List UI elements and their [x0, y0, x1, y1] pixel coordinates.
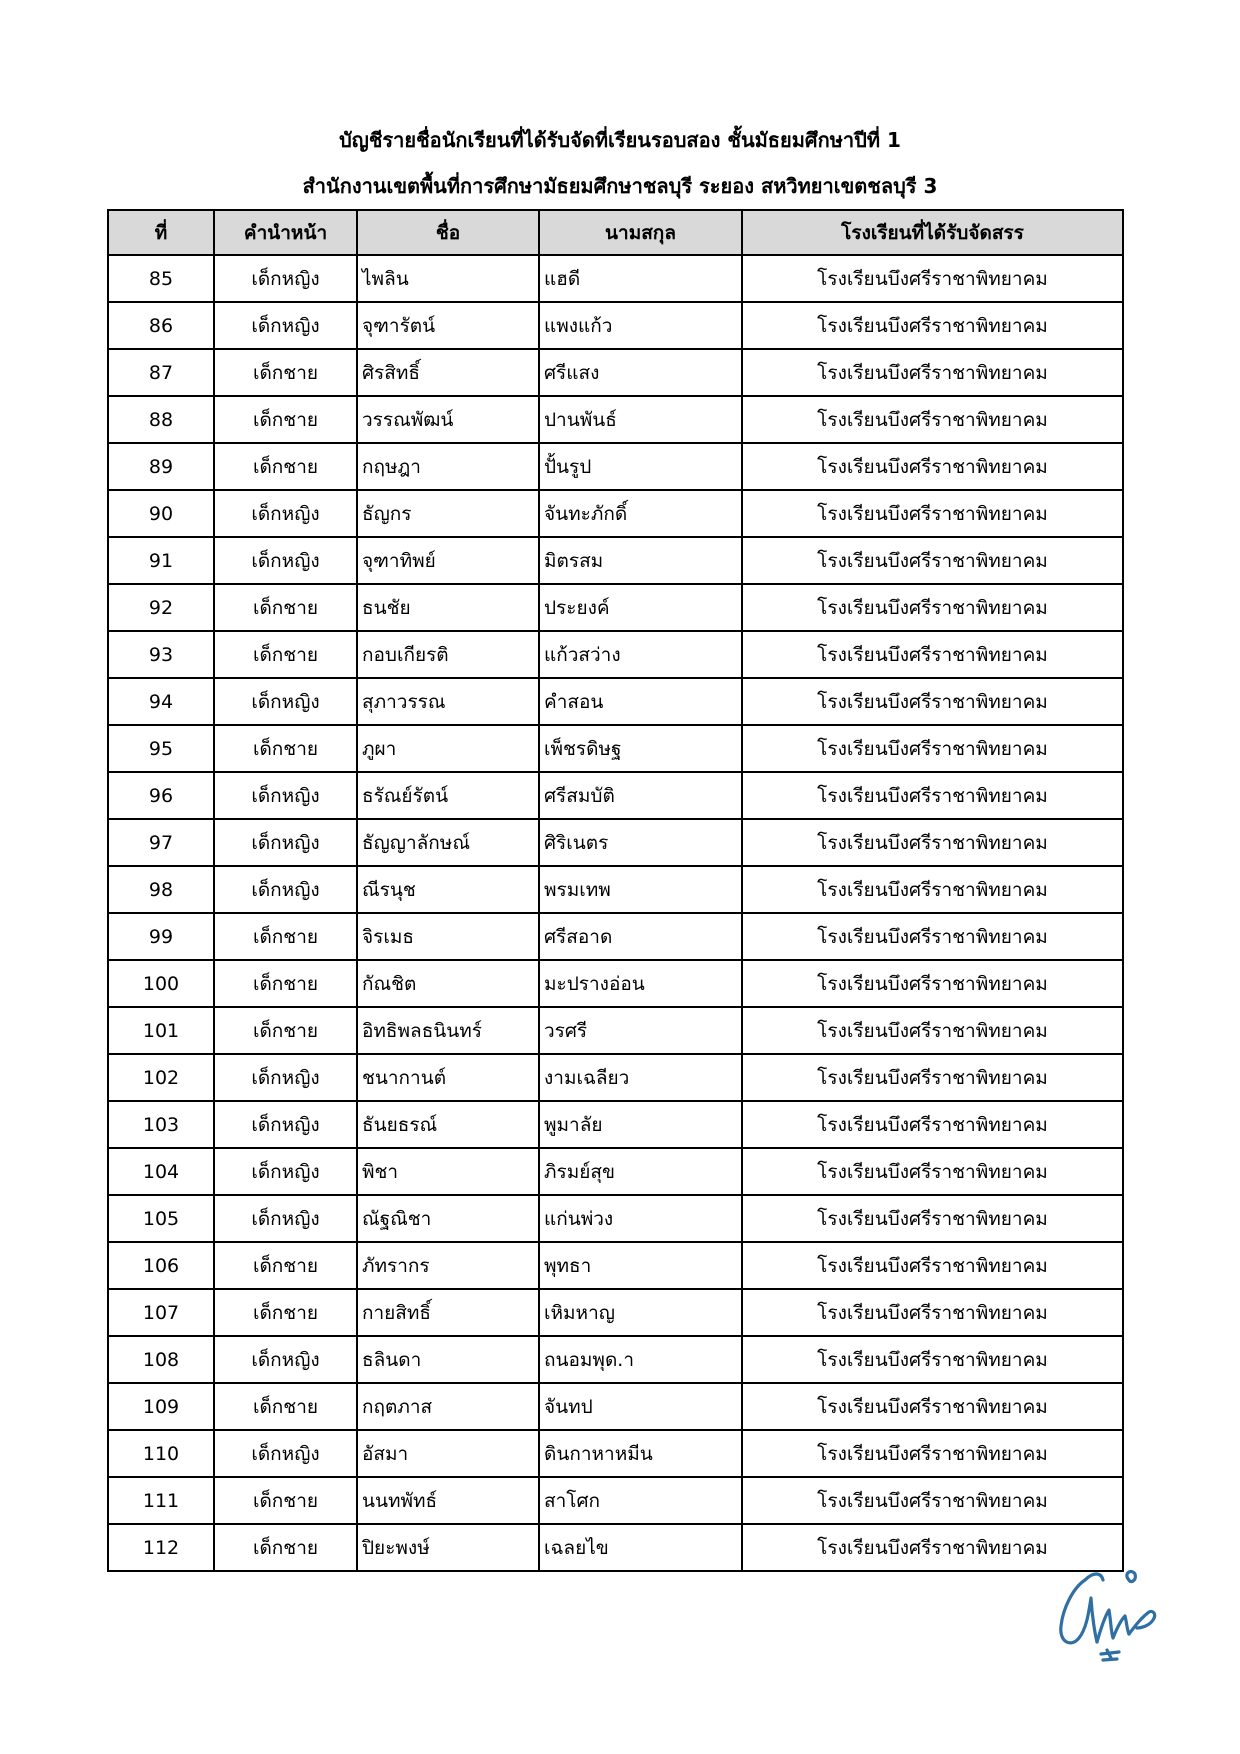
cell-prefix: เด็กหญิง [214, 772, 357, 819]
cell-first-name: วรรณพัฒน์ [357, 396, 539, 443]
table-row [108, 349, 1123, 396]
cell-last-name: คำสอน [539, 678, 742, 725]
cell-no: 110 [108, 1430, 214, 1477]
cell-school: โรงเรียนบึงศรีราชาพิทยาคม [742, 1430, 1123, 1477]
cell-school: โรงเรียนบึงศรีราชาพิทยาคม [742, 678, 1123, 725]
cell-school: โรงเรียนบึงศรีราชาพิทยาคม [742, 725, 1123, 772]
cell-school: โรงเรียนบึงศรีราชาพิทยาคม [742, 1195, 1123, 1242]
cell-last-name: วรศรี [539, 1007, 742, 1054]
cell-last-name: จันทป [539, 1383, 742, 1430]
table-row [108, 1242, 1123, 1289]
cell-first-name: จุฑารัตน์ [357, 302, 539, 349]
cell-first-name: กัณชิต [357, 960, 539, 1007]
cell-prefix: เด็กหญิง [214, 1101, 357, 1148]
table-header-row [108, 210, 1123, 255]
cell-school: โรงเรียนบึงศรีราชาพิทยาคม [742, 1007, 1123, 1054]
cell-no: 104 [108, 1148, 214, 1195]
table-body [108, 255, 1123, 1571]
cell-no: 111 [108, 1477, 214, 1524]
table-row [108, 866, 1123, 913]
cell-no: 90 [108, 490, 214, 537]
cell-no: 95 [108, 725, 214, 772]
cell-school: โรงเรียนบึงศรีราชาพิทยาคม [742, 396, 1123, 443]
cell-first-name: กฤตภาส [357, 1383, 539, 1430]
cell-school: โรงเรียนบึงศรีราชาพิทยาคม [742, 302, 1123, 349]
cell-last-name: ศรีสมบัติ [539, 772, 742, 819]
cell-school: โรงเรียนบึงศรีราชาพิทยาคม [742, 1524, 1123, 1571]
cell-first-name: อัสมา [357, 1430, 539, 1477]
cell-school: โรงเรียนบึงศรีราชาพิทยาคม [742, 1054, 1123, 1101]
cell-prefix: เด็กชาย [214, 1289, 357, 1336]
cell-no: 100 [108, 960, 214, 1007]
cell-first-name: กายสิทธิ์ [357, 1289, 539, 1336]
cell-school: โรงเรียนบึงศรีราชาพิทยาคม [742, 1336, 1123, 1383]
cell-prefix: เด็กหญิง [214, 537, 357, 584]
table-row [108, 913, 1123, 960]
cell-last-name: เหิมหาญ [539, 1289, 742, 1336]
table-row [108, 1524, 1123, 1571]
cell-prefix: เด็กชาย [214, 725, 357, 772]
cell-no: 102 [108, 1054, 214, 1101]
cell-last-name: มะปรางอ่อน [539, 960, 742, 1007]
table-row [108, 443, 1123, 490]
cell-last-name: ประยงค์ [539, 584, 742, 631]
cell-prefix: เด็กหญิง [214, 302, 357, 349]
header-first-name: ชื่อ [357, 210, 539, 255]
cell-first-name: พิชา [357, 1148, 539, 1195]
cell-first-name: ณัฐณิชา [357, 1195, 539, 1242]
cell-prefix: เด็กชาย [214, 960, 357, 1007]
table-row [108, 1289, 1123, 1336]
cell-school: โรงเรียนบึงศรีราชาพิทยาคม [742, 1477, 1123, 1524]
table-row [108, 1101, 1123, 1148]
cell-no: 98 [108, 866, 214, 913]
cell-no: 96 [108, 772, 214, 819]
cell-prefix: เด็กหญิง [214, 1054, 357, 1101]
cell-last-name: ศรีแสง [539, 349, 742, 396]
cell-first-name: ธัญญาลักษณ์ [357, 819, 539, 866]
document-subtitle: สำนักงานเขตพื้นที่การศึกษามัธยมศึกษาชลบุรี ระยอง สหวิทยาเขตชลบุรี 3 [302, 174, 938, 198]
cell-first-name: สุภาวรรณ [357, 678, 539, 725]
header-no: ที่ [108, 210, 214, 255]
table-row [108, 490, 1123, 537]
cell-prefix: เด็กหญิง [214, 1336, 357, 1383]
cell-no: 105 [108, 1195, 214, 1242]
cell-prefix: เด็กชาย [214, 443, 357, 490]
cell-prefix: เด็กชาย [214, 584, 357, 631]
table-row [108, 302, 1123, 349]
cell-last-name: งามเฉลียว [539, 1054, 742, 1101]
cell-prefix: เด็กหญิง [214, 1148, 357, 1195]
cell-school: โรงเรียนบึงศรีราชาพิทยาคม [742, 772, 1123, 819]
cell-first-name: จุฑาทิพย์ [357, 537, 539, 584]
table-row [108, 396, 1123, 443]
cell-prefix: เด็กชาย [214, 1007, 357, 1054]
cell-prefix: เด็กชาย [214, 1477, 357, 1524]
cell-prefix: เด็กหญิง [214, 819, 357, 866]
cell-first-name: ภูผา [357, 725, 539, 772]
cell-no: 88 [108, 396, 214, 443]
cell-prefix: เด็กหญิง [214, 1430, 357, 1477]
cell-prefix: เด็กชาย [214, 631, 357, 678]
cell-school: โรงเรียนบึงศรีราชาพิทยาคม [742, 490, 1123, 537]
cell-first-name: กอบเกียรติ [357, 631, 539, 678]
table-row [108, 1430, 1123, 1477]
cell-school: โรงเรียนบึงศรีราชาพิทยาคม [742, 1242, 1123, 1289]
cell-no: 91 [108, 537, 214, 584]
table-row [108, 631, 1123, 678]
cell-first-name: ธรัณย์รัตน์ [357, 772, 539, 819]
cell-last-name: ถนอมพุด.า [539, 1336, 742, 1383]
cell-no: 112 [108, 1524, 214, 1571]
table-row [108, 584, 1123, 631]
cell-first-name: ธลินดา [357, 1336, 539, 1383]
cell-school: โรงเรียนบึงศรีราชาพิทยาคม [742, 1148, 1123, 1195]
cell-prefix: เด็กชาย [214, 1524, 357, 1571]
cell-first-name: กฤษฎา [357, 443, 539, 490]
cell-no: 106 [108, 1242, 214, 1289]
header-school: โรงเรียนที่ได้รับจัดสรร [742, 210, 1123, 255]
cell-school: โรงเรียนบึงศรีราชาพิทยาคม [742, 443, 1123, 490]
cell-no: 99 [108, 913, 214, 960]
table-row [108, 1148, 1123, 1195]
cell-first-name: ธนชัย [357, 584, 539, 631]
cell-first-name: ไพลิน [357, 255, 539, 302]
cell-prefix: เด็กหญิง [214, 1195, 357, 1242]
cell-school: โรงเรียนบึงศรีราชาพิทยาคม [742, 866, 1123, 913]
cell-first-name: จิรเมธ [357, 913, 539, 960]
header-last-name: นามสกุล [539, 210, 742, 255]
cell-no: 103 [108, 1101, 214, 1148]
cell-school: โรงเรียนบึงศรีราชาพิทยาคม [742, 255, 1123, 302]
cell-no: 97 [108, 819, 214, 866]
table-row [108, 1477, 1123, 1524]
cell-no: 92 [108, 584, 214, 631]
cell-first-name: ธันยธรณ์ [357, 1101, 539, 1148]
cell-no: 108 [108, 1336, 214, 1383]
cell-last-name: แก่นพ่วง [539, 1195, 742, 1242]
cell-last-name: จันทะภักดิ์ [539, 490, 742, 537]
handwritten-signature-icon [1045, 1558, 1165, 1666]
cell-prefix: เด็กหญิง [214, 678, 357, 725]
cell-last-name: ศรีสอาด [539, 913, 742, 960]
cell-last-name: เพ็ชรดิษฐ [539, 725, 742, 772]
cell-prefix: เด็กหญิง [214, 490, 357, 537]
table-row [108, 537, 1123, 584]
cell-school: โรงเรียนบึงศรีราชาพิทยาคม [742, 1383, 1123, 1430]
cell-last-name: ศิริเนตร [539, 819, 742, 866]
student-roster-table [107, 209, 1124, 1572]
cell-school: โรงเรียนบึงศรีราชาพิทยาคม [742, 537, 1123, 584]
cell-school: โรงเรียนบึงศรีราชาพิทยาคม [742, 960, 1123, 1007]
table-row [108, 819, 1123, 866]
cell-no: 93 [108, 631, 214, 678]
cell-prefix: เด็กหญิง [214, 866, 357, 913]
cell-school: โรงเรียนบึงศรีราชาพิทยาคม [742, 584, 1123, 631]
cell-first-name: ชนากานต์ [357, 1054, 539, 1101]
table-row [108, 1336, 1123, 1383]
cell-school: โรงเรียนบึงศรีราชาพิทยาคม [742, 349, 1123, 396]
table-row [108, 1195, 1123, 1242]
cell-first-name: ณีรนุช [357, 866, 539, 913]
cell-school: โรงเรียนบึงศรีราชาพิทยาคม [742, 631, 1123, 678]
cell-school: โรงเรียนบึงศรีราชาพิทยาคม [742, 913, 1123, 960]
cell-last-name: แพงแก้ว [539, 302, 742, 349]
cell-first-name: ปิยะพงษ์ [357, 1524, 539, 1571]
cell-first-name: ศิรสิทธิ์ [357, 349, 539, 396]
header-prefix: คำนำหน้า [214, 210, 357, 255]
cell-first-name: อิทธิพลธนินทร์ [357, 1007, 539, 1054]
cell-first-name: ธัญกร [357, 490, 539, 537]
cell-first-name: นนทพัทธ์ [357, 1477, 539, 1524]
table-row [108, 1054, 1123, 1101]
cell-no: 89 [108, 443, 214, 490]
cell-no: 101 [108, 1007, 214, 1054]
table-row [108, 1383, 1123, 1430]
cell-first-name: ภัทรากร [357, 1242, 539, 1289]
cell-last-name: มิตรสม [539, 537, 742, 584]
cell-last-name: ดินกาหาหมีน [539, 1430, 742, 1477]
table-row [108, 1007, 1123, 1054]
cell-last-name: พูมาลัย [539, 1101, 742, 1148]
cell-last-name: พรมเทพ [539, 866, 742, 913]
cell-last-name: สาโศก [539, 1477, 742, 1524]
cell-prefix: เด็กชาย [214, 1242, 357, 1289]
document-title: บัญชีรายชื่อนักเรียนที่ได้รับจัดที่เรียนรอบสอง ชั้นมัธยมศึกษาปีที่ 1 [339, 128, 901, 152]
cell-last-name: แก้วสว่าง [539, 631, 742, 678]
cell-last-name: แฮดี [539, 255, 742, 302]
cell-no: 85 [108, 255, 214, 302]
cell-school: โรงเรียนบึงศรีราชาพิทยาคม [742, 1289, 1123, 1336]
table-row [108, 960, 1123, 1007]
table-row [108, 725, 1123, 772]
cell-prefix: เด็กหญิง [214, 255, 357, 302]
cell-school: โรงเรียนบึงศรีราชาพิทยาคม [742, 819, 1123, 866]
cell-no: 109 [108, 1383, 214, 1430]
cell-last-name: ภิรมย์สุข [539, 1148, 742, 1195]
cell-last-name: ปั้นรูป [539, 443, 742, 490]
cell-prefix: เด็กชาย [214, 396, 357, 443]
cell-prefix: เด็กชาย [214, 349, 357, 396]
cell-no: 86 [108, 302, 214, 349]
cell-last-name: ปานพันธ์ [539, 396, 742, 443]
cell-no: 87 [108, 349, 214, 396]
cell-no: 107 [108, 1289, 214, 1336]
table-row [108, 255, 1123, 302]
cell-prefix: เด็กชาย [214, 913, 357, 960]
cell-school: โรงเรียนบึงศรีราชาพิทยาคม [742, 1101, 1123, 1148]
cell-last-name: เฉลยไข [539, 1524, 742, 1571]
cell-last-name: พุทธา [539, 1242, 742, 1289]
table-row [108, 678, 1123, 725]
cell-no: 94 [108, 678, 214, 725]
table-row [108, 772, 1123, 819]
cell-prefix: เด็กชาย [214, 1383, 357, 1430]
